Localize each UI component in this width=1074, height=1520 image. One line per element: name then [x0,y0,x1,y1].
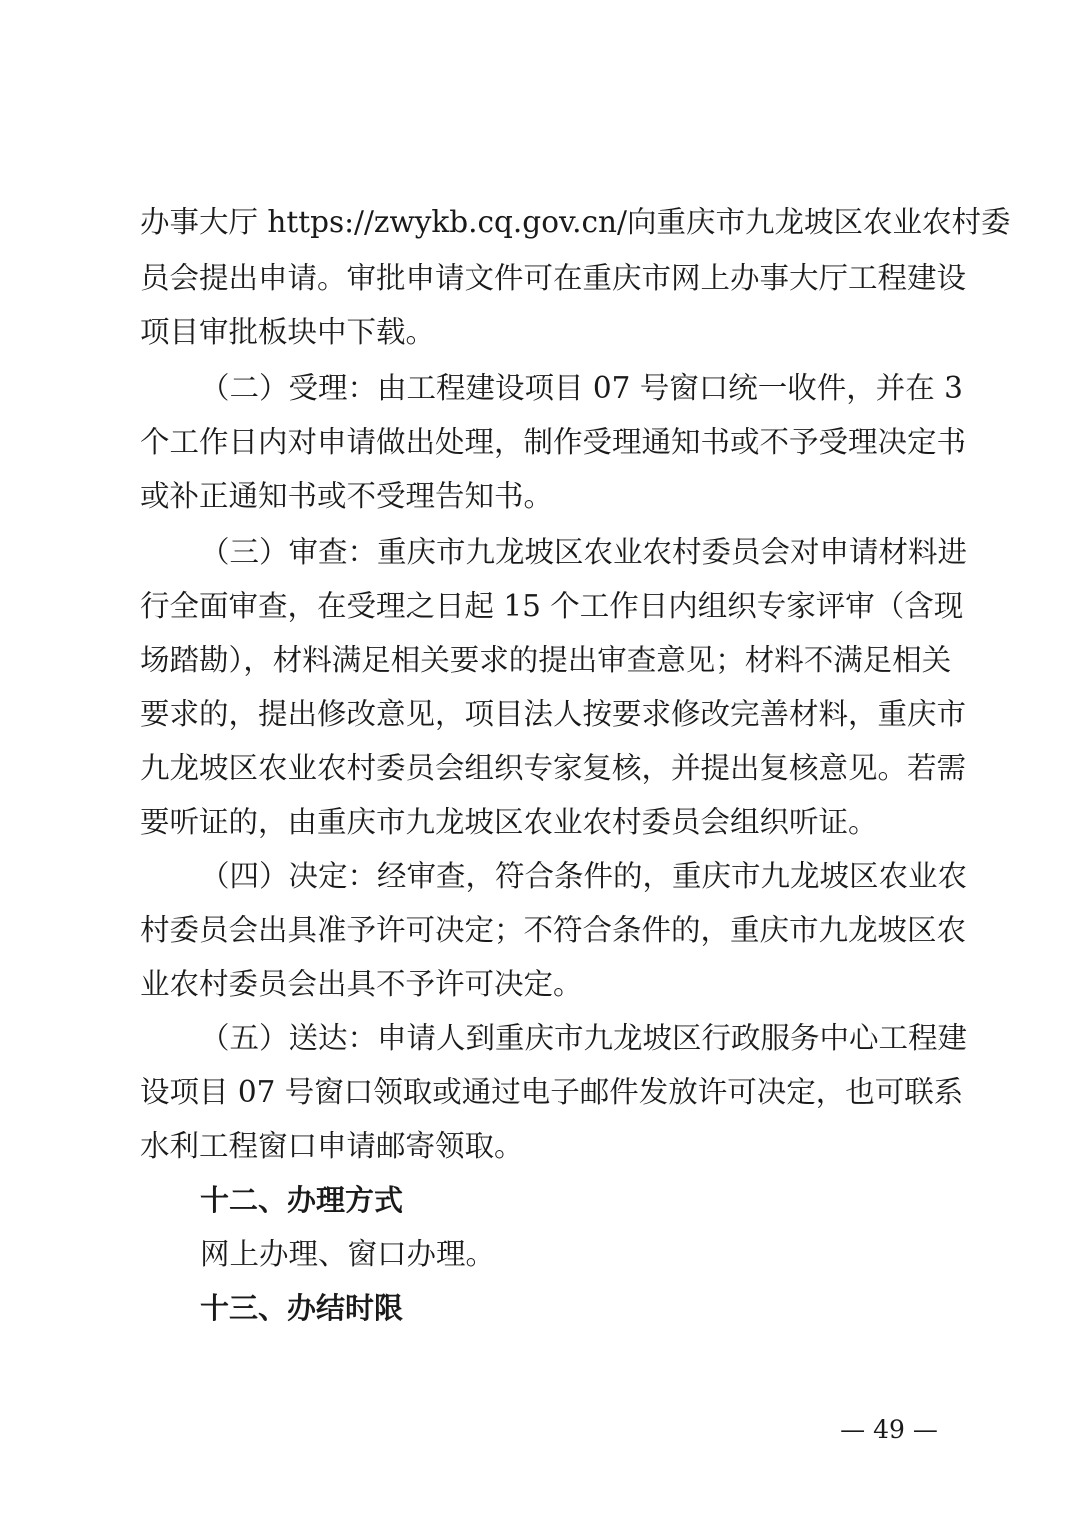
page-number: — 49 — [840,1415,938,1444]
section-heading: 十三、办结时限 [200,1291,404,1325]
paragraph-line: 场踏勘），材料满足相关要求的提出审查意见；材料不满足相关 [140,643,952,677]
paragraph-line: 村委员会出具准予许可决定；不符合条件的，重庆市九龙坡区农 [140,913,967,947]
paragraph-line: 九龙坡区农业农村委员会组织专家复核，并提出复核意见。若需 [140,751,967,785]
paragraph-line: 网上办理、窗口办理。 [200,1237,496,1271]
paragraph-line: 设项目 07 号窗口领取或通过电子邮件发放许可决定，也可联系 [140,1075,964,1109]
paragraph-line: 行全面审查，在受理之日起 15 个工作日内组织专家评审（含现 [140,589,964,623]
paragraph-line: 个工作日内对申请做出处理，制作受理通知书或不予受理决定书 [140,425,967,459]
paragraph-line: 要求的，提出修改意见，项目法人按要求修改完善材料，重庆市 [140,697,967,731]
paragraph-line: （三）审查：重庆市九龙坡区农业农村委员会对申请材料进 [200,535,968,569]
paragraph-line: 业农村委员会出具不予许可决定。 [140,967,583,1001]
paragraph-line: （五）送达：申请人到重庆市九龙坡区行政服务中心工程建 [200,1021,968,1055]
paragraph-line: 水利工程窗口申请邮寄领取。 [140,1129,524,1163]
paragraph-line: （四）决定：经审查，符合条件的，重庆市九龙坡区农业农 [200,859,968,893]
paragraph-line: 项目审批板块中下载。 [140,315,436,349]
paragraph-line: 员会提出申请。审批申请文件可在重庆市网上办事大厅工程建设 [140,261,967,295]
paragraph-line: 要听证的，由重庆市九龙坡区农业农村委员会组织听证。 [140,805,878,839]
paragraph-line: 办事大厅 https://zwykb.cq.gov.cn/向重庆市九龙坡区农业农村委 [140,205,1011,239]
paragraph-line: 或补正通知书或不受理告知书。 [140,479,554,513]
paragraph-line: （二）受理：由工程建设项目 07 号窗口统一收件，并在 3 [200,371,963,405]
section-heading: 十二、办理方式 [200,1183,404,1217]
